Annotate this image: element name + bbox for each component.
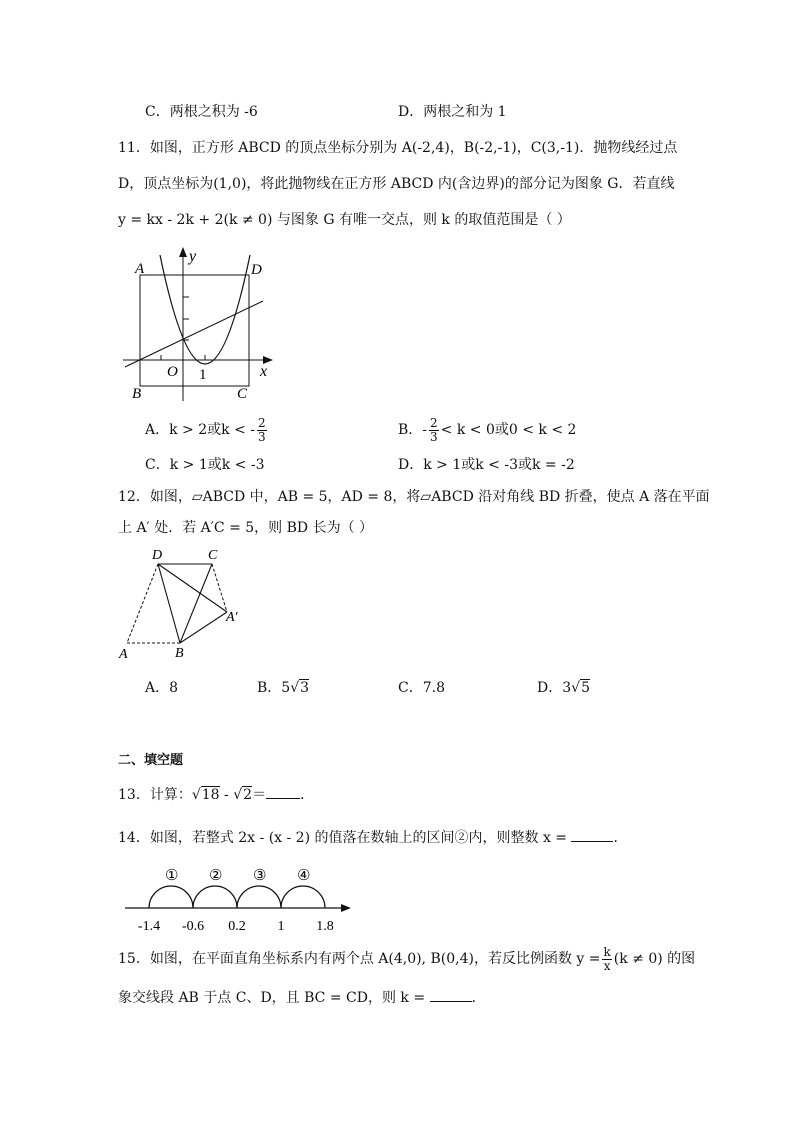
label-b: B — [132, 386, 142, 402]
q15-answer-blank[interactable] — [430, 987, 472, 1002]
svg-text:A: A — [119, 647, 128, 662]
svg-text:A′: A′ — [226, 610, 238, 625]
y-axis-arrow — [179, 247, 187, 257]
svg-text:0.2: 0.2 — [228, 919, 246, 934]
svg-text:1.8: 1.8 — [316, 919, 334, 934]
q13: 13．计算：√18 - √2＝ ． — [118, 784, 314, 805]
label-d: D — [251, 262, 262, 278]
q11-option-a: A．k > 2或k < - $\frac{2}{3}$ — [145, 415, 266, 444]
label-y: y — [189, 248, 197, 265]
q12-option-a: A．8 — [145, 680, 179, 696]
svg-text:C: C — [208, 548, 218, 563]
svg-text:B: B — [175, 646, 184, 661]
q12-option-d: D．3√5 — [537, 680, 590, 696]
section-title: 二、填空题 — [118, 753, 184, 768]
q11-option-d: D．k > 1或k < -3或k = -2 — [398, 457, 575, 473]
q13-answer-blank[interactable] — [266, 784, 300, 799]
square-abcd — [140, 275, 249, 386]
svg-text:④: ④ — [297, 868, 311, 884]
q11-figure — [115, 243, 285, 403]
label-one: 1 — [199, 367, 207, 383]
q12-option-c: C．7.8 — [398, 680, 445, 696]
label-a: A — [135, 261, 145, 277]
parabola — [160, 255, 250, 364]
q14: 14．如图，若整式 2x - (x - 2) 的值落在数轴上的区间②内，则整数 x = ． — [118, 827, 627, 848]
q14-answer-blank[interactable] — [571, 827, 613, 842]
q15-line-1: 15．如图，在平面直角坐标系内有两个点 A(4,0), B(0,4)，若反比例函数 y = $\frac{k}{x}$ (k ≠ 0) 的图 — [118, 944, 696, 973]
svg-text:-0.6: -0.6 — [181, 919, 205, 934]
svg-text:D: D — [152, 548, 163, 563]
q11-option-b: B．- $\frac{2}{3}$ < k < 0或0 < k < 2 — [398, 415, 577, 444]
svg-text:③: ③ — [253, 868, 267, 884]
svg-text:①: ① — [165, 868, 179, 884]
svg-text:②: ② — [209, 868, 223, 884]
q11-line-1: 11．如图，正方形 ABCD 的顶点坐标分别为 A(-2,4)，B(-2,-1)，C(3,-1)．抛物线经过点 — [118, 140, 678, 156]
q11-option-c: C．k > 1或k < -3 — [145, 457, 265, 473]
label-c: C — [237, 386, 248, 402]
q12-line-1: 12．如图，▱ABCD 中，AB = 5，AD = 8，将▱ABCD 沿对角线 BD 折叠，使点 A 落在平面 — [118, 489, 710, 505]
q14-number-line — [125, 860, 360, 938]
q12-line-2: 上 A′ 处．若 A′C = 5，则 BD 长为（ ） — [118, 520, 374, 536]
q11-line-3: y = kx - 2k + 2(k ≠ 0) 与图象 G 有唯一交点，则 k 的取值范围是（ ） — [118, 212, 571, 228]
q11-line-2: D，顶点坐标为(1,0)，将此抛物线在正方形 ABCD 内(含边界)的部分记为图象 G．若直线 — [118, 176, 675, 192]
svg-text:-1.4: -1.4 — [137, 919, 161, 934]
label-x: x — [260, 363, 268, 380]
q12-option-b: B．5√3 — [257, 680, 310, 696]
svg-text:1: 1 — [277, 919, 285, 934]
q10-option-c: C．两根之积为 -6 — [145, 104, 258, 120]
q10-option-d: D．两根之和为 1 — [398, 104, 507, 120]
q15-line-2: 象交线段 AB 于点 C、D，且 BC = CD，则 k = ． — [118, 987, 486, 1008]
label-o: O — [167, 364, 178, 380]
q12-figure — [115, 545, 250, 663]
